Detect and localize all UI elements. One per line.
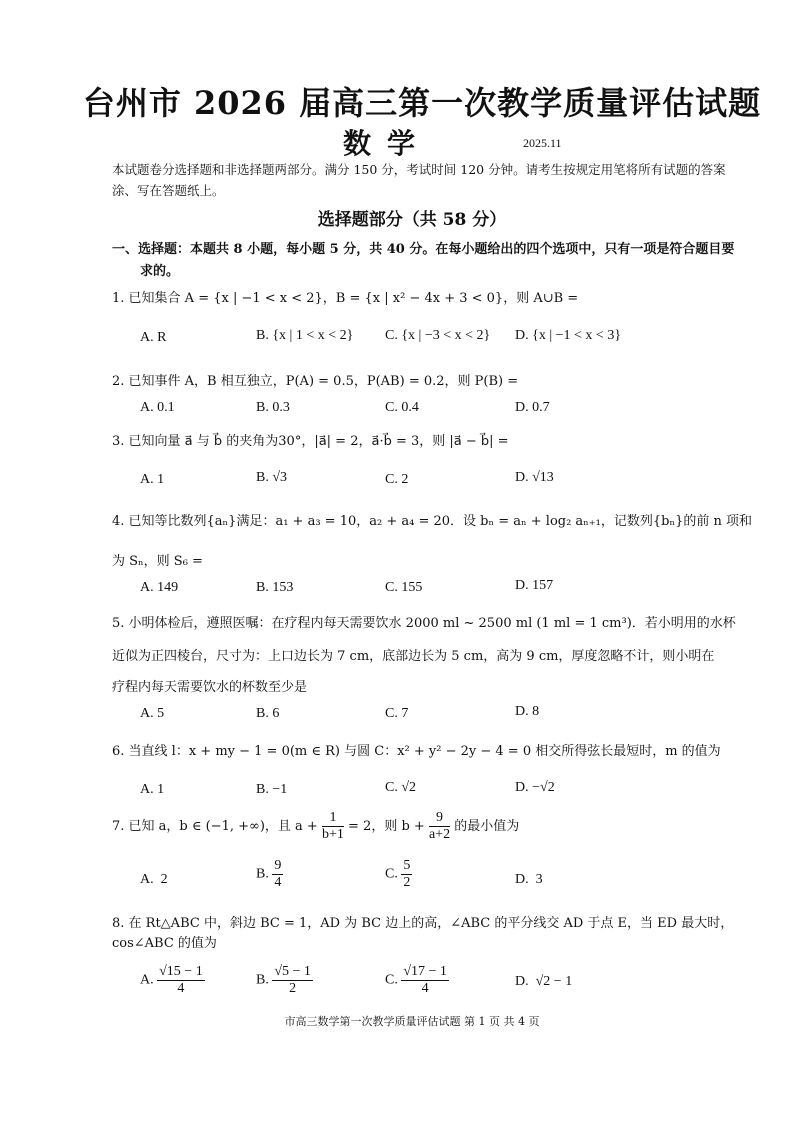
fraction-numerator: √15 − 1 <box>159 964 203 979</box>
question-7-option-d <box>515 872 543 888</box>
section-title: 选择题部分（共 58 分） <box>317 210 507 230</box>
option-label: C. <box>385 866 398 882</box>
question-7-stem-mid: = 2，则 b + <box>348 819 425 834</box>
question-3-option-d: D. √13 <box>515 470 554 485</box>
question-7-option-a <box>140 872 168 888</box>
fraction-denominator: a+2 <box>428 827 451 842</box>
fraction-denominator: 4 <box>274 875 282 890</box>
question-4-stem-line1: 4. 已知等比数列{aₙ}满足：a₁ + a₃ = 10，a₂ + a₄ = 20．设 bₙ = aₙ + log₂ aₙ₊₁，记数列{bₙ}的前 n 项和 <box>112 514 753 529</box>
question-8-stem-line2: cos∠ABC 的值为 <box>112 936 217 951</box>
option-label: A. <box>140 972 154 988</box>
question-5-option-c: C. 7 <box>385 706 409 721</box>
exam-instructions: 本试题卷分选择题和非选择题两部分。满分 150 分，考试时间 120 分钟。请考生按规定用笔将所有试题的答案涂、写在答题纸上。 <box>112 162 726 198</box>
question-6-option-a: A. 1 <box>140 782 165 797</box>
question-3-option-a: A. 1 <box>140 472 165 487</box>
question-2-option-b: B. 0.3 <box>256 400 290 415</box>
part-heading <box>112 239 742 283</box>
option-value: 2 <box>160 872 168 887</box>
question-7-stem-pre: 7. 已知 a，b ∈ (−1, +∞)，且 a + <box>112 819 318 834</box>
question-3-stem: 3. 已知向量 a⃗ 与 b⃗ 的夹角为30°，|a⃗| = 2，a⃗·b⃗ = 3，则 |a⃗ − b⃗| = <box>112 434 509 449</box>
question-2-stem: 2. 已知事件 A，B 相互独立，P(A) = 0.5，P(AB) = 0.2，则 P(B) = <box>112 374 519 389</box>
subject-title: 数学 <box>343 127 432 160</box>
part-heading-line2: 求的。 <box>140 264 180 279</box>
fraction-numerator: √5 − 1 <box>274 964 311 979</box>
fraction-denominator: 4 <box>177 981 185 996</box>
question-1-stem: 1. 已知集合 A = {x | −1 < x < 2}，B = {x | x² − 4x + 3 < 0}，则 A∪B = <box>112 291 579 306</box>
question-7-fraction-1 <box>322 810 344 843</box>
fraction-denominator: 4 <box>421 981 429 996</box>
question-6-option-d: D. −√2 <box>515 780 555 795</box>
option-fraction <box>157 964 205 997</box>
fraction-numerator: 9 <box>274 858 282 873</box>
option-fraction <box>272 964 313 997</box>
question-5-stem-line1: 5. 小明体检后，遵照医嘱：在疗程内每天需要饮水 2000 ml ~ 2500 ml (1 ml = 1 cm³)．若小明用的水杯 <box>112 616 736 631</box>
question-1-option-a: A. R <box>140 330 167 345</box>
page-footer: 市高三数学第一次教学质量评估试题 第 1 页 共 4 页 <box>284 1015 540 1028</box>
question-8-option-c <box>385 964 449 997</box>
question-7-option-c <box>385 858 412 891</box>
question-4-stem-line2: 为 Sₙ，则 S₆ = <box>112 554 203 569</box>
question-2-option-d: D. 0.7 <box>515 400 550 415</box>
question-8-stem-line1: 8. 在 Rt△ABC 中，斜边 BC = 1，AD 为 BC 边上的高，∠ABC 的平分线交 AD 于点 E，当 ED 最大时， <box>112 916 734 931</box>
part-heading-line1: 一、选择题：本题共 8 小题，每小题 5 分，共 40 分。在每小题给出的四个选项中，只有一项是符合题目要 <box>112 242 735 257</box>
fraction-numerator: 1 <box>322 810 344 827</box>
question-4-option-a: A. 149 <box>140 580 179 595</box>
question-2-option-a: A. 0.1 <box>140 400 175 415</box>
question-5-stem-line3: 疗程内每天需要饮水的杯数至少是 <box>112 680 308 695</box>
question-4-option-d: D. 157 <box>515 578 554 593</box>
option-value: √2 − 1 <box>535 974 573 989</box>
question-8-option-a <box>140 964 205 997</box>
option-fraction <box>401 858 412 891</box>
question-1-option-c: C. {x | −3 < x < 2} <box>385 328 491 343</box>
question-5-option-a: A. 5 <box>140 706 165 721</box>
question-8-option-d <box>515 974 572 990</box>
fraction-numerator: 9 <box>429 810 450 827</box>
question-6-option-c: C. √2 <box>385 780 417 795</box>
option-label: A. <box>140 872 154 887</box>
option-label: D. <box>515 872 529 887</box>
exam-title: 台州市 2026 届高三第一次教学质量评估试题 <box>82 84 762 122</box>
exam-date: 2025.11 <box>523 136 562 150</box>
question-3-option-c: C. 2 <box>385 472 409 487</box>
option-fraction <box>401 964 449 997</box>
question-1-option-d: D. {x | −1 < x < 3} <box>515 328 622 343</box>
question-7-stem-post: 的最小值为 <box>454 819 520 834</box>
option-label: B. <box>256 972 269 988</box>
question-7-stem <box>112 810 519 843</box>
fraction-numerator: √17 − 1 <box>403 964 447 979</box>
option-label: C. <box>385 972 398 988</box>
fraction-numerator: 5 <box>403 858 411 873</box>
option-value: 3 <box>535 872 543 887</box>
question-6-stem: 6. 当直线 l：x + my − 1 = 0(m ∈ R) 与圆 C：x² + y² − 2y − 4 = 0 相交所得弦长最短时，m 的值为 <box>112 744 721 759</box>
question-4-option-c: C. 155 <box>385 580 423 595</box>
question-7-fraction-2 <box>429 810 450 843</box>
question-1-option-b: B. {x | 1 < x < 2} <box>256 328 354 343</box>
question-5-option-d: D. 8 <box>515 704 540 719</box>
question-2-option-c: C. 0.4 <box>385 400 419 415</box>
fraction-denominator: b+1 <box>321 827 344 842</box>
question-8-option-b <box>256 964 313 997</box>
question-7-option-b <box>256 858 283 891</box>
fraction-denominator: 2 <box>289 981 297 996</box>
question-6-option-b: B. −1 <box>256 782 288 797</box>
question-5-option-b: B. 6 <box>256 706 280 721</box>
fraction-denominator: 2 <box>403 875 411 890</box>
option-label: B. <box>256 866 269 882</box>
option-label: D. <box>515 974 529 989</box>
question-4-option-b: B. 153 <box>256 580 294 595</box>
option-fraction <box>272 858 283 891</box>
question-3-option-b: B. √3 <box>256 470 288 485</box>
question-5-stem-line2: 近似为正四棱台，尺寸为：上口边长为 7 cm，底部边长为 5 cm，高为 9 cm，厚度忽略不计，则小明在 <box>112 649 715 664</box>
